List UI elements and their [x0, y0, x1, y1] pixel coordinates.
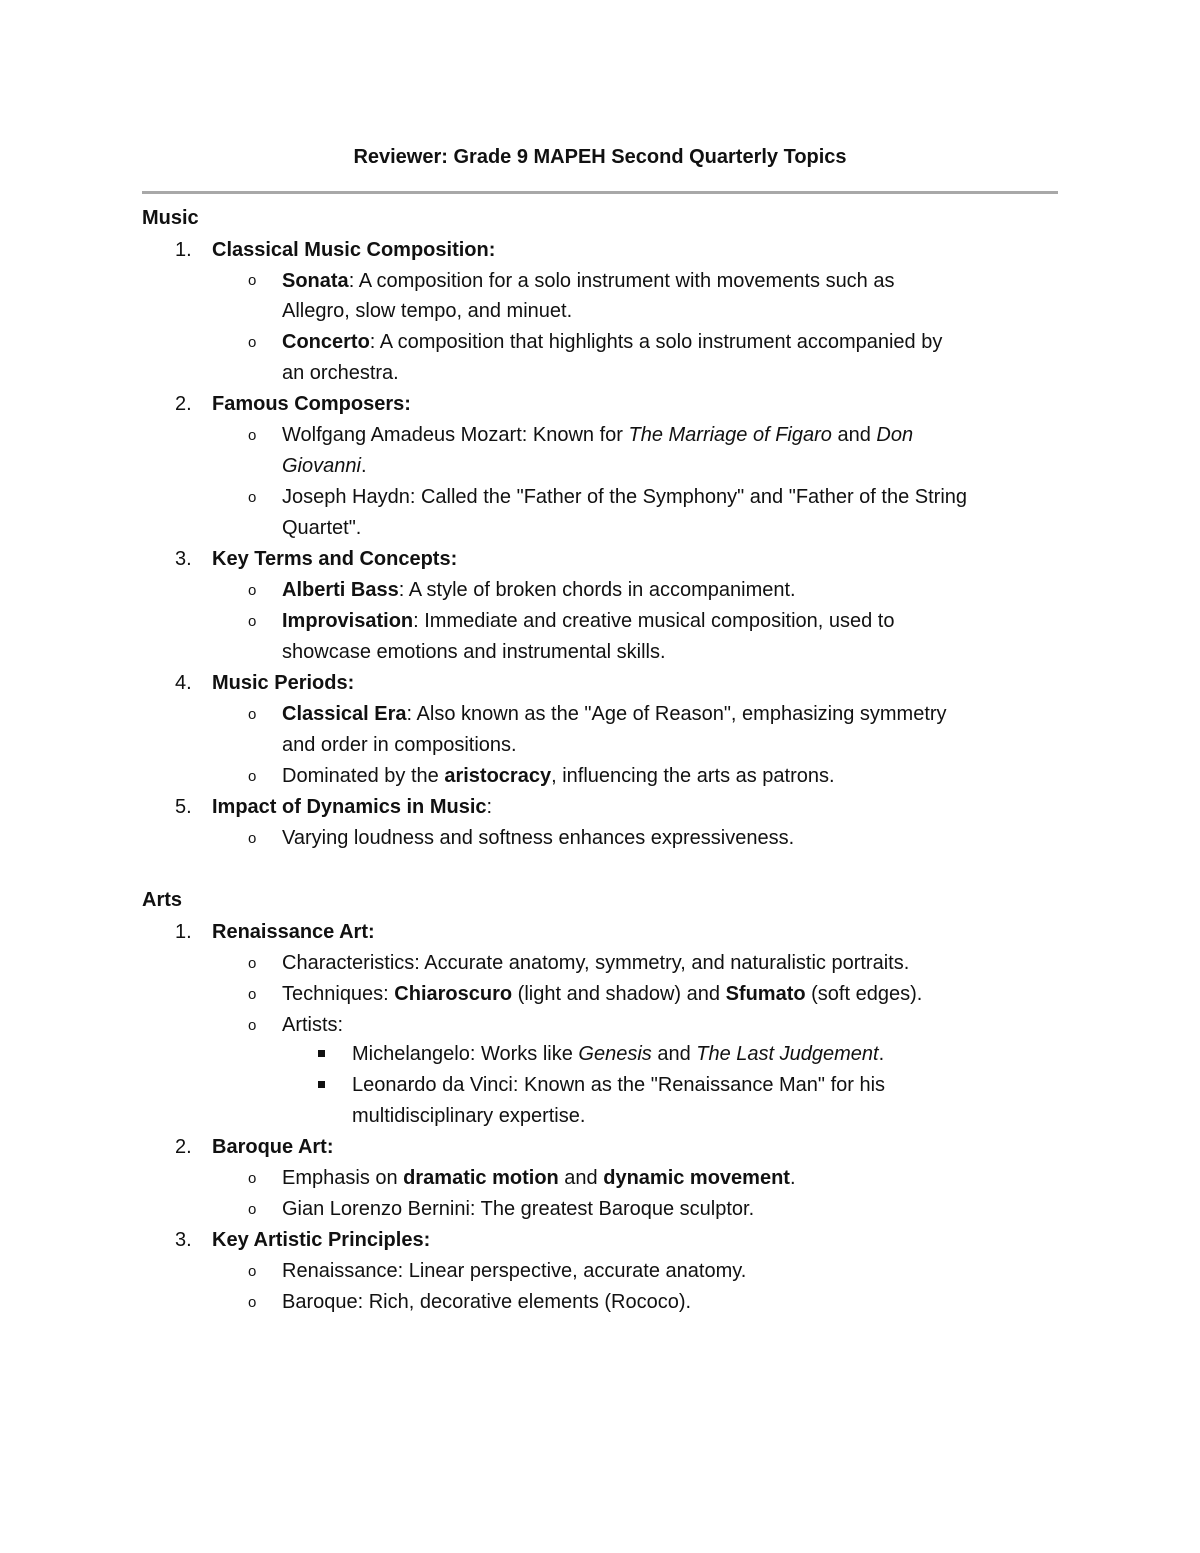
- list-item: Concerto: A composition that highlights a solo instrument accompanied by: [282, 331, 943, 353]
- list-item-continuation: an orchestra.: [282, 362, 399, 384]
- list-number: 2.: [175, 393, 192, 415]
- list-number: 5.: [175, 796, 192, 818]
- list-item: Emphasis on dramatic motion and dynamic movement.: [282, 1167, 796, 1189]
- hollow-bullet-icon: o: [248, 613, 257, 630]
- list-item-heading: Classical Music Composition:: [212, 239, 496, 261]
- horizontal-divider: [142, 191, 1058, 194]
- list-item-heading: Renaissance Art:: [212, 921, 375, 943]
- square-bullet-icon: [318, 1050, 325, 1057]
- hollow-bullet-icon: o: [248, 272, 257, 289]
- list-item: Alberti Bass: A style of broken chords in accompaniment.: [282, 579, 796, 601]
- list-item: Characteristics: Accurate anatomy, symmetry, and naturalistic portraits.: [282, 952, 910, 974]
- section-heading-music: Music: [142, 207, 199, 229]
- square-bullet-icon: [318, 1081, 325, 1088]
- hollow-bullet-icon: o: [248, 1294, 257, 1311]
- list-item-heading: Key Artistic Principles:: [212, 1229, 431, 1251]
- list-item-continuation: Quartet".: [282, 517, 362, 539]
- list-item-continuation: and order in compositions.: [282, 734, 517, 756]
- hollow-bullet-icon: o: [248, 768, 257, 785]
- hollow-bullet-icon: o: [248, 582, 257, 599]
- list-item-heading: Famous Composers:: [212, 393, 411, 415]
- hollow-bullet-icon: o: [248, 830, 257, 847]
- list-item: Classical Era: Also known as the "Age of Reason", emphasizing symmetry: [282, 703, 947, 725]
- hollow-bullet-icon: o: [248, 1263, 257, 1280]
- list-item: Renaissance: Linear perspective, accurate anatomy.: [282, 1260, 747, 1282]
- page-title: Reviewer: Grade 9 MAPEH Second Quarterly Topics: [353, 146, 847, 168]
- list-item-heading: Music Periods:: [212, 672, 355, 694]
- hollow-bullet-icon: o: [248, 955, 257, 972]
- hollow-bullet-icon: o: [248, 986, 257, 1003]
- list-number: 3.: [175, 548, 192, 570]
- hollow-bullet-icon: o: [248, 334, 257, 351]
- list-item: Sonata: A composition for a solo instrument with movements such as: [282, 270, 895, 292]
- list-item-heading: Impact of Dynamics in Music:: [212, 796, 493, 818]
- list-item: Leonardo da Vinci: Known as the "Renaissance Man" for his: [352, 1074, 886, 1096]
- hollow-bullet-icon: o: [248, 489, 257, 506]
- list-item-heading: Key Terms and Concepts:: [212, 548, 458, 570]
- list-item: Improvisation: Immediate and creative musical composition, used to: [282, 610, 895, 632]
- list-item: Gian Lorenzo Bernini: The greatest Baroque sculptor.: [282, 1198, 755, 1220]
- list-item: Joseph Haydn: Called the "Father of the Symphony" and "Father of the String: [282, 486, 968, 508]
- list-item: Artists:: [282, 1014, 344, 1036]
- list-number: 1.: [175, 921, 192, 943]
- list-item-continuation: Allegro, slow tempo, and minuet.: [282, 300, 573, 322]
- list-item: Wolfgang Amadeus Mozart: Known for The Marriage of Figaro and Don: [282, 424, 914, 446]
- hollow-bullet-icon: o: [248, 1017, 257, 1034]
- list-item: Baroque: Rich, decorative elements (Rococo).: [282, 1291, 692, 1313]
- list-number: 3.: [175, 1229, 192, 1251]
- hollow-bullet-icon: o: [248, 1201, 257, 1218]
- hollow-bullet-icon: o: [248, 427, 257, 444]
- list-item: Michelangelo: Works like Genesis and The Last Judgement.: [352, 1043, 885, 1065]
- list-number: 4.: [175, 672, 192, 694]
- section-heading-arts: Arts: [142, 889, 183, 911]
- list-number: 1.: [175, 239, 192, 261]
- list-item: Dominated by the aristocracy, influencing the arts as patrons.: [282, 765, 835, 787]
- list-item: Techniques: Chiaroscuro (light and shadow) and Sfumato (soft edges).: [282, 983, 923, 1005]
- hollow-bullet-icon: o: [248, 1170, 257, 1187]
- list-item-continuation: Giovanni.: [282, 455, 367, 477]
- list-item-continuation: multidisciplinary expertise.: [352, 1105, 586, 1127]
- list-item-continuation: showcase emotions and instrumental skills.: [282, 641, 666, 663]
- list-item: Varying loudness and softness enhances expressiveness.: [282, 827, 795, 849]
- hollow-bullet-icon: o: [248, 706, 257, 723]
- list-item-heading: Baroque Art:: [212, 1136, 334, 1158]
- list-number: 2.: [175, 1136, 192, 1158]
